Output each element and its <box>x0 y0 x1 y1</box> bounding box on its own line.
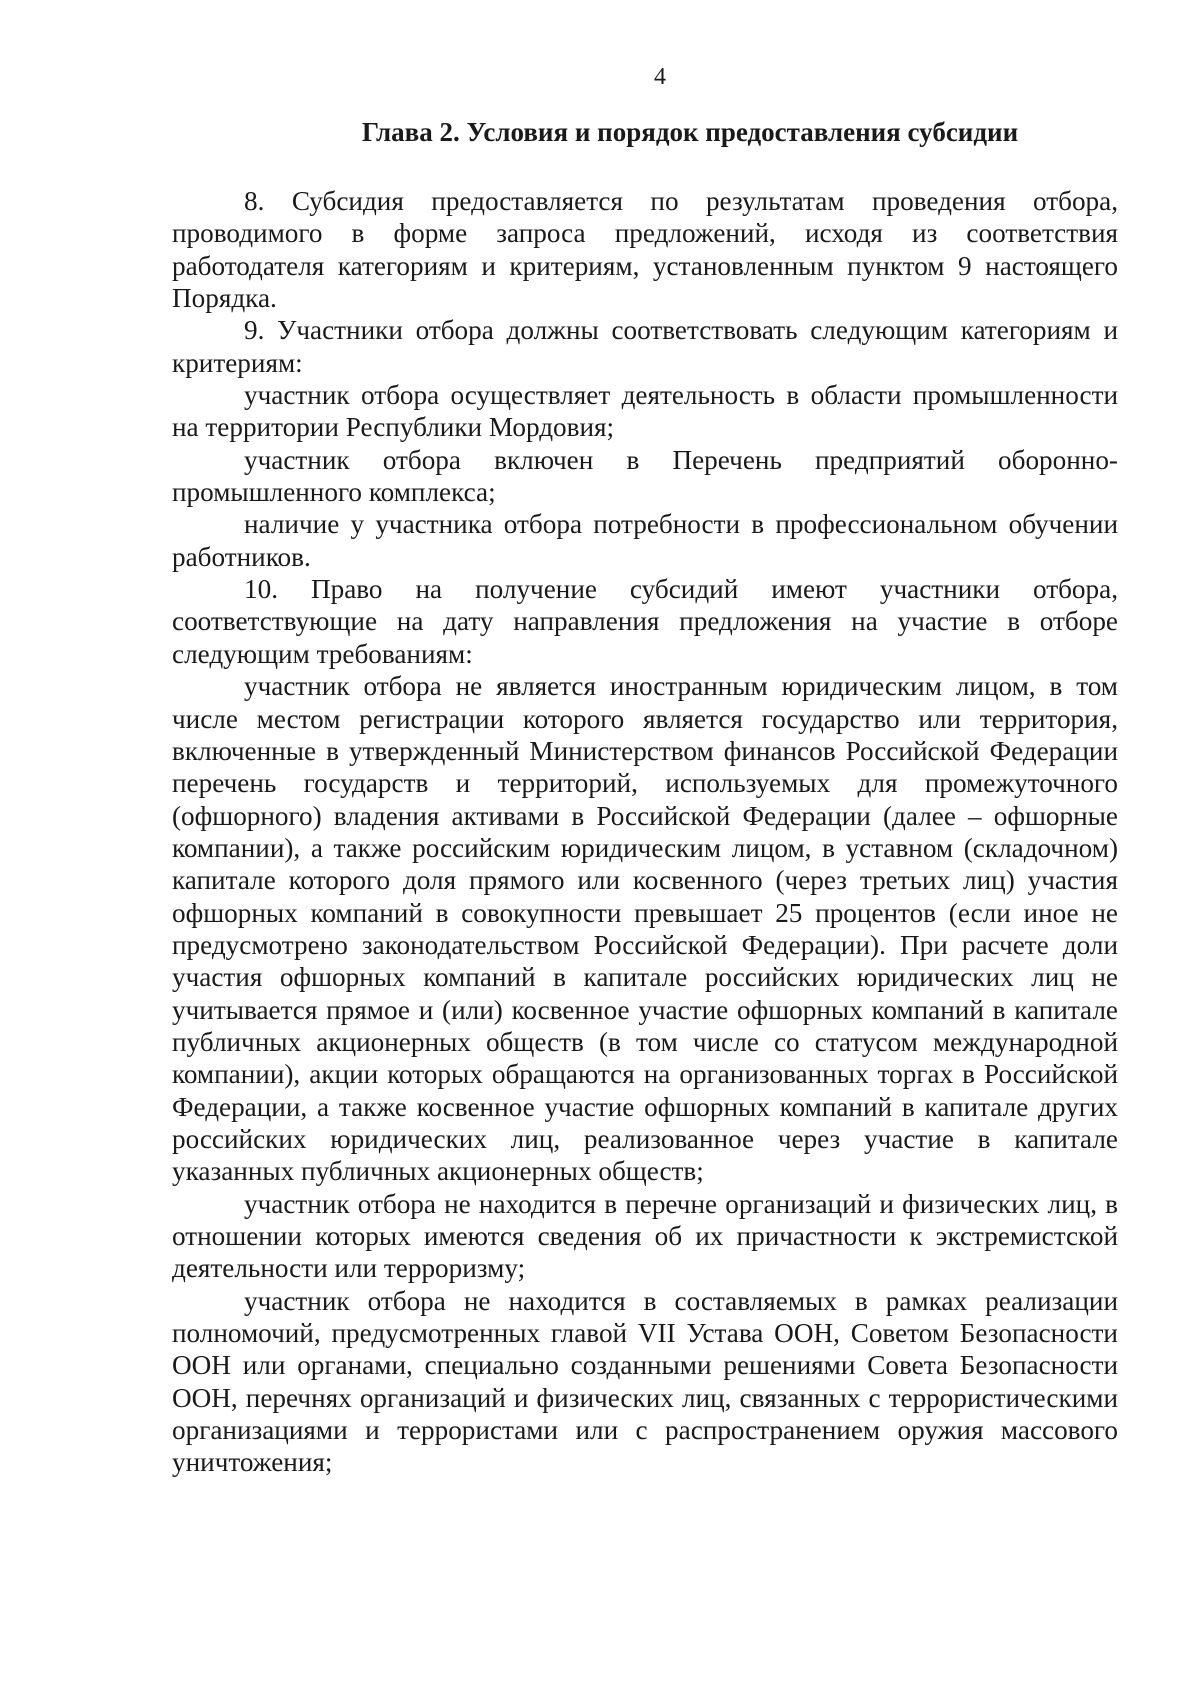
criterion-training-need: наличие у участника отбора потребности в профессиональном обучении работников. <box>172 509 1118 572</box>
paragraph-8: 8. Субсидия предоставляется по результатам проведения отбора, проводимого в форме запроса предложений, исходя из соответствия работодателя категориям и критериям, установленным пунктом 9 настоящего Порядка. <box>172 186 1118 314</box>
criterion-defense-list: участник отбора включен в Перечень предприятий оборонно-промышленного комплекса; <box>172 444 1118 508</box>
requirement-offshore: участник отбора не является иностранным юридическим лицом, в том числе местом регистрации которого является государство или территория, включенные в утвержденный Министерством финансов Российской Федерации перечень государств и территорий, используемых для промежуточного (офшорного) владения активами в Российской Федерации (далее – офшорные компании), а также российским юридическим лицом, в уставном (складочном) капитале которого доля прямого или косвенного (через третьих лиц) участия офшорных компаний в совокупности превышает 25 процентов (если иное не предусмотрено законодательством Российской Федерации). При расчете доли участия офшорных компаний в капитале российских юридических лиц не учитывается прямое и (или) косвенное участие офшорных компаний в капитале публичных акционерных обществ (в том числе со статусом международной компании), акции которых обращаются на организованных торгах в Российской Федерации, а также косвенное участие офшорных компаний в капитале других российских юридических лиц, реализованное через участие в капитале указанных публичных акционерных обществ; <box>172 671 1118 1187</box>
document-body <box>172 185 1118 1479</box>
requirement-extremism: участник отбора не находится в перечне организаций и физических лиц, в отношении которых имеются сведения об их причастности к экстремистской деятельности или терроризму; <box>172 1188 1118 1284</box>
chapter-heading: Глава 2. Условия и порядок предоставления субсидии <box>361 117 1019 147</box>
page-number: 4 <box>654 64 666 90</box>
paragraph-10: 10. Право на получение субсидий имеют участники отбора, соответствующие на дату направления предложения на участие в отборе следующим требованиям: <box>172 574 1118 669</box>
criterion-industry: участник отбора осуществляет деятельность в области промышленности на территории Республики Мордовия; <box>172 380 1118 443</box>
paragraph-9: 9. Участники отбора должны соответствовать следующим категориям и критериям: <box>172 315 1118 378</box>
requirement-un-lists: участник отбора не находится в составляемых в рамках реализации полномочий, предусмотренных главой VII Устава ООН, Советом Безопасности ООН или органами, специально созданными решениями Совета Безопасности ООН, перечнях организаций и физических лиц, связанных с террористическими организациями и террористами или с распространением оружия массового уничтожения; <box>172 1285 1118 1478</box>
